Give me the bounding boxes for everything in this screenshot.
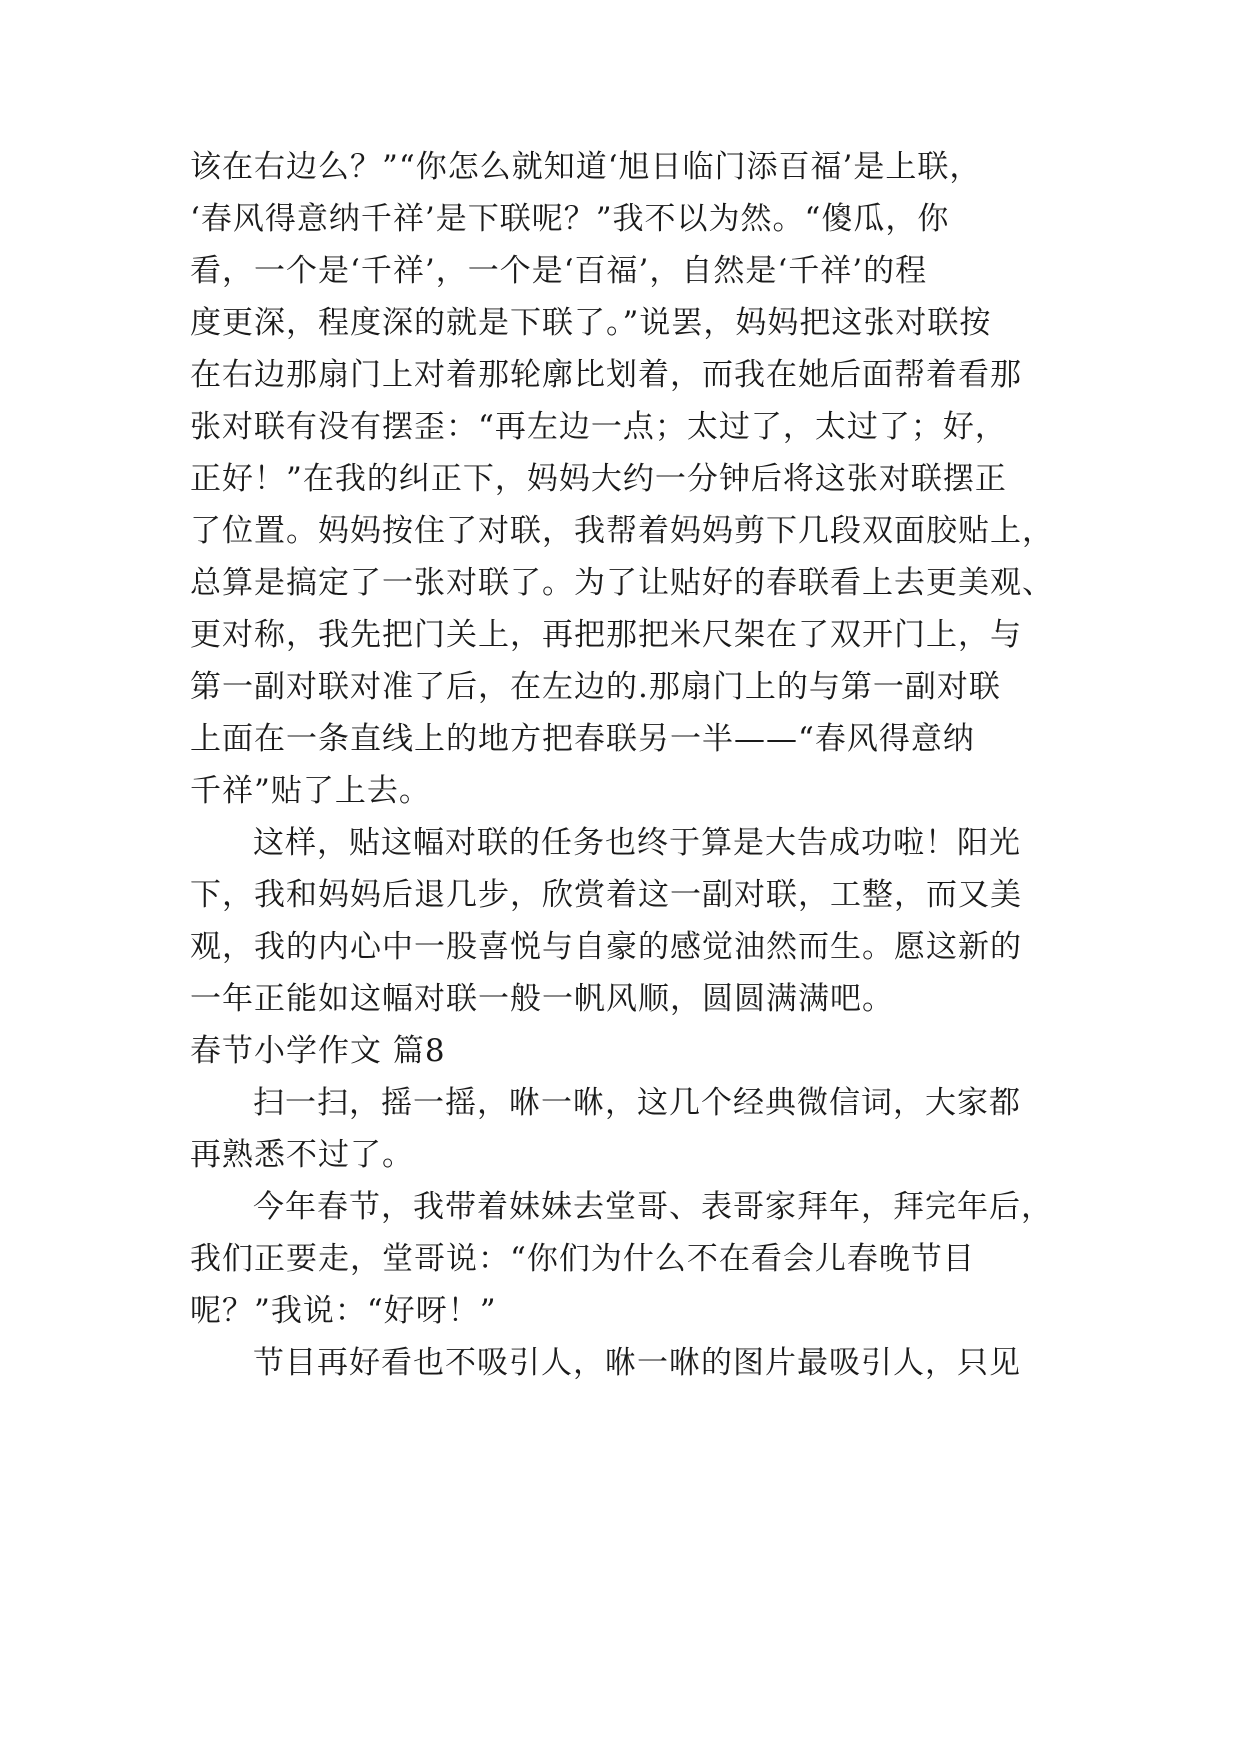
paragraph-start-line: 扫一扫，摇一摇，咻一咻，这几个经典微信词，大家都 xyxy=(253,1085,1021,1121)
section-heading: 春节小学作文 篇8 xyxy=(190,1033,446,1069)
text-line: 该在右边么？”“你怎么就知道‘旭日临门添百福’是上联， xyxy=(190,149,982,185)
paragraph-start-line: 今年春节，我带着妹妹去堂哥、表哥家拜年，拜完年后， xyxy=(253,1189,1053,1225)
text-line: 在右边那扇门上对着那轮廓比划着，而我在她后面帮着看那 xyxy=(190,357,1022,393)
text-line: 再熟悉不过了。 xyxy=(190,1137,414,1173)
paragraph-start-line: 节目再好看也不吸引人，咻一咻的图片最吸引人，只见 xyxy=(253,1345,1021,1381)
text-line: 更对称，我先把门关上，再把那把米尺架在了双开门上，与 xyxy=(190,617,1022,653)
text-line: 看，一个是‘千祥’，一个是‘百福’，自然是‘千祥’的程 xyxy=(190,253,928,289)
text-line: 一年正能如这幅对联一般一帆风顺，圆圆满满吧。 xyxy=(190,981,894,1017)
text-line: 正好！”在我的纠正下，妈妈大约一分钟后将这张对联摆正 xyxy=(190,461,1007,497)
text-line: ‘春风得意纳千祥’是下联呢？”我不以为然。“傻瓜，你 xyxy=(190,201,950,237)
text-line: 千祥”贴了上去。 xyxy=(190,773,431,809)
paragraph-start-line: 这样，贴这幅对联的任务也终于算是大告成功啦！阳光 xyxy=(253,825,1021,861)
text-line: 张对联有没有摆歪：“再左边一点；太过了，太过了；好， xyxy=(190,409,1007,445)
text-line: 我们正要走，堂哥说：“你们为什么不在看会儿春晚节目 xyxy=(190,1241,975,1277)
text-line: 第一副对联对准了后，在左边的.那扇门上的与第一副对联 xyxy=(190,669,1001,705)
text-line: 下，我和妈妈后退几步，欣赏着这一副对联，工整，而又美 xyxy=(190,877,1022,913)
text-line: 了位置。妈妈按住了对联，我帮着妈妈剪下几段双面胶贴上， xyxy=(190,513,1054,549)
text-line: 度更深，程度深的就是下联了。”说罢，妈妈把这张对联按 xyxy=(190,305,992,341)
text-line: 总算是搞定了一张对联了。为了让贴好的春联看上去更美观、 xyxy=(190,565,1054,601)
text-line: 上面在一条直线上的地方把春联另一半——“春风得意纳 xyxy=(190,721,975,757)
text-line: 呢？”我说：“好呀！” xyxy=(190,1293,497,1329)
text-line: 观，我的内心中一股喜悦与自豪的感觉油然而生。愿这新的 xyxy=(190,929,1022,965)
